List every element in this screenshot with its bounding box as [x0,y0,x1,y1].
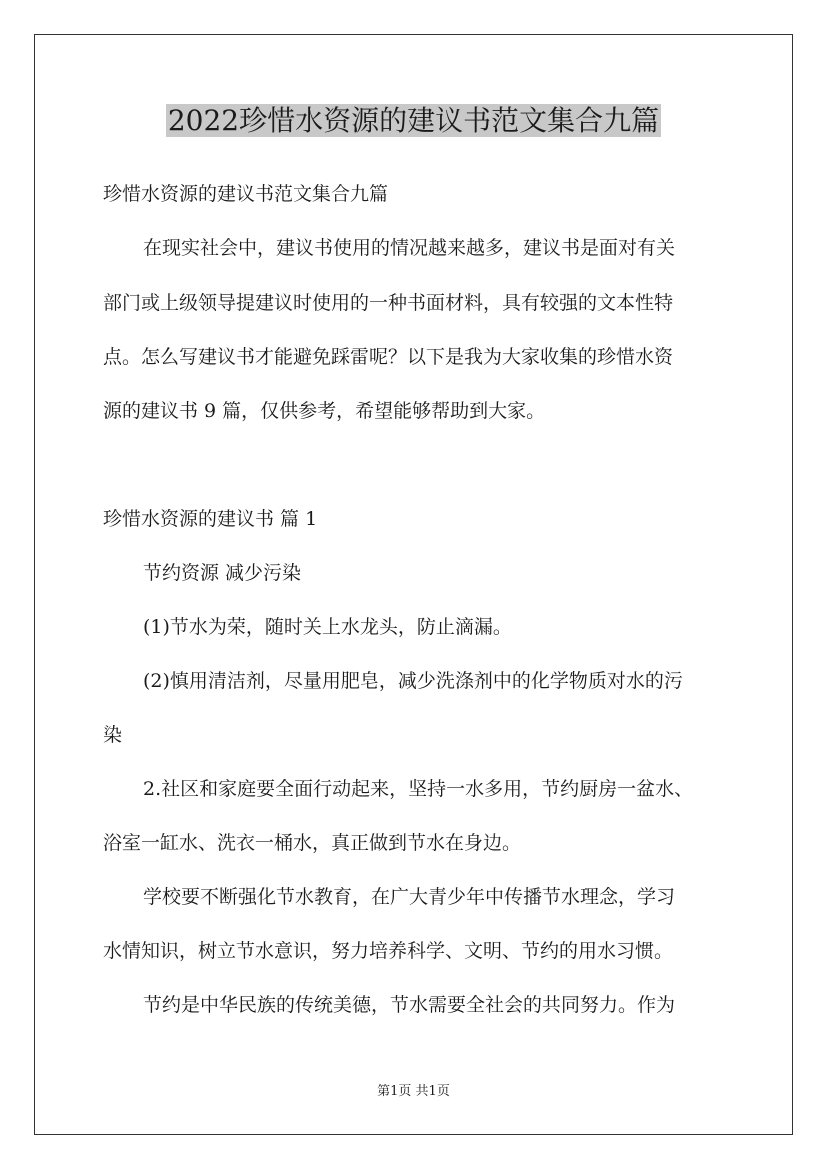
body-line: 节约资源 减少污染 [143,562,302,584]
intro-line: 点。怎么写建议书才能避免踩雷呢？以下是我为大家收集的珍惜水资 [103,346,674,368]
document-subtitle: 珍惜水资源的建议书范文集合九篇 [103,183,389,205]
body-line: 2.社区和家庭要全面行动起来，坚持一水多用，节约厨房一盆水、 [143,778,694,800]
body-line: (2)慎用清洁剂，尽量用肥皂，减少洗涤剂中的化学物质对水的污 [143,670,683,692]
body-line: (1)节水为荣，随时关上水龙头，防止滴漏。 [143,616,512,638]
body-line: 学校要不断强化节水教育，在广大青少年中传播节水理念，学习 [143,886,676,908]
section-heading: 珍惜水资源的建议书 篇 1 [103,508,318,530]
intro-line: 部门或上级领导提建议时使用的一种书面材料，具有较强的文本性特 [103,292,674,314]
body-line: 染 [103,724,123,746]
body-line: 节约是中华民族的传统美德，节水需要全社会的共同努力。作为 [143,994,676,1016]
body-line: 浴室一缸水、洗衣一桶水，真正做到节水在身边。 [103,832,522,854]
body-line: 水情知识，树立节水意识，努力培养科学、文明、节约的用水习惯。 [103,940,674,962]
intro-line: 源的建议书 9 篇，仅供参考，希望能够帮助到大家。 [103,400,546,422]
intro-line: 在现实社会中，建议书使用的情况越来越多，建议书是面对有关 [143,237,676,259]
document-title: 2022珍惜水资源的建议书范文集合九篇 [167,104,660,137]
page-footer: 第1页 共1页 [377,1084,450,1099]
